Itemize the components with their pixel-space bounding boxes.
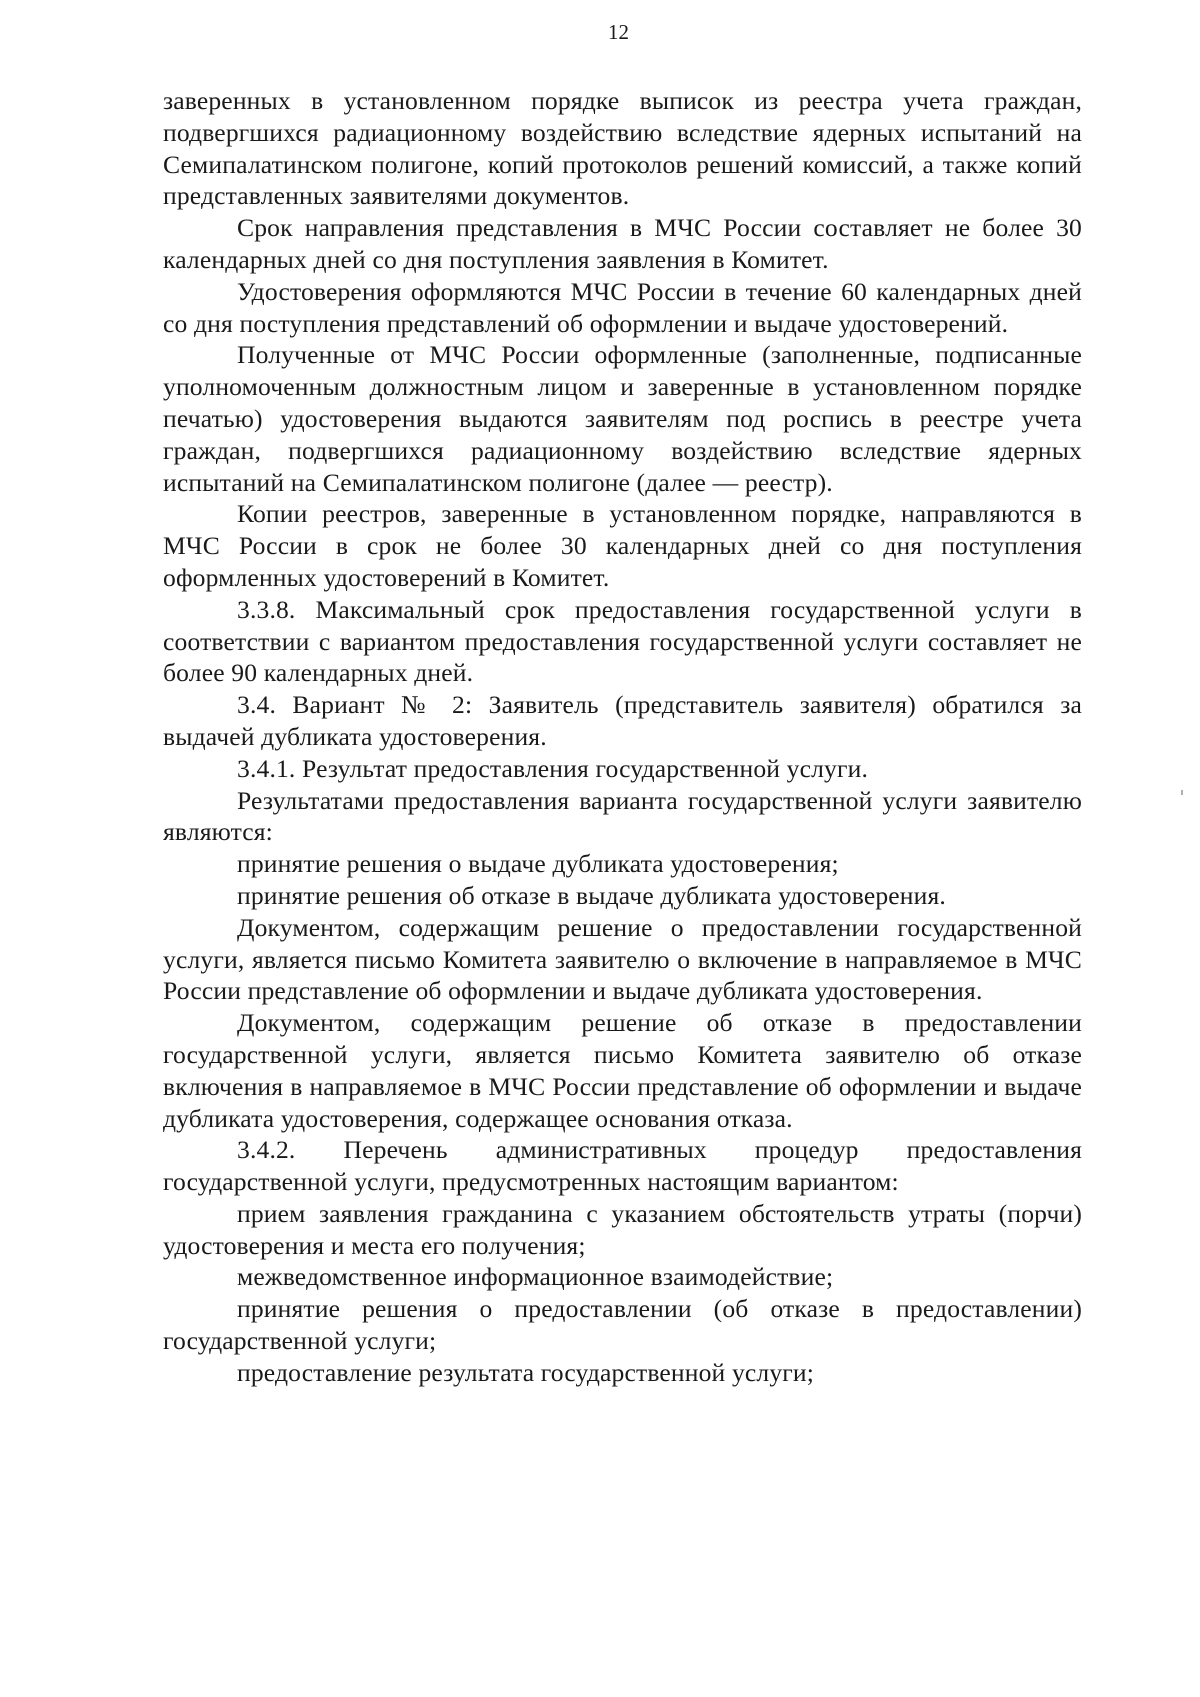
paragraph: 3.4. Вариант № 2: Заявитель (представитель заявителя) обратился за выдачей дубликата удостоверения. xyxy=(163,690,1082,751)
document-body xyxy=(163,85,1082,1389)
page-number: 12 xyxy=(608,20,629,44)
scan-artifact xyxy=(1181,790,1183,795)
paragraph: Удостоверения оформляются МЧС России в течение 60 календарных дней со дня поступления представлений об оформлении и выдаче удостоверений. xyxy=(163,276,1082,338)
paragraph: Копии реестров, заверенные в установленном порядке, направляются в МЧС России в срок не более 30 календарных дней со дня поступления оформленных удостоверений в Комитет. xyxy=(163,499,1082,592)
list-item: межведомственное информационное взаимодействие; xyxy=(237,1262,834,1292)
paragraph: Полученные от МЧС России оформленные (заполненные, подписанные уполномоченным должностным лицом и заверенные в установленном порядке печатью) удостоверения выдаются заявителям под роспись в реестре учета граждан, подвергшихся радиационному воздействию вследствие ядерных испытаний на Семипалатинском полигоне (далее — реестр). xyxy=(163,340,1082,497)
list-item: принятие решения о выдаче дубликата удостоверения; xyxy=(237,849,839,879)
paragraph: Срок направления представления в МЧС России составляет не более 30 календарных дней со дня поступления заявления в Комитет. xyxy=(163,213,1082,274)
list-item: предоставление результата государственной услуги; xyxy=(237,1357,815,1387)
paragraph: Результатами предоставления варианта государственной услуги заявителю являются: xyxy=(163,785,1082,847)
paragraph: 3.4.2. Перечень административных процедур предоставления государственной услуги, предусмотренных настоящим вариантом: xyxy=(163,1135,1082,1197)
paragraph: 3.3.8. Максимальный срок предоставления государственной услуги в соответствии с вариантом предоставления государственной услуги составляет не более 90 календарных дней. xyxy=(163,594,1082,688)
paragraph: Документом, содержащим решение об отказе в предоставлении государственной услуги, является письмо Комитета заявителю об отказе включения в направляемое в МЧС России представление об оформлении и выдаче дубликата удостоверения, содержащее основания отказа. xyxy=(163,1008,1082,1133)
paragraph: заверенных в установленном порядке выписок из реестра учета граждан, подвергшихся радиационному воздействию вследствие ядерных испытаний на Семипалатинском полигоне, копий протоколов решений комиссий, а также копий представленных заявителями документов. xyxy=(163,86,1082,211)
list-item: принятие решения об отказе в выдаче дубликата удостоверения. xyxy=(237,880,946,910)
paragraph: Документом, содержащим решение о предоставлении государственной услуги, является письмо Комитета заявителю о включение в направляемое в МЧС России представление об оформлении и выдаче дубликата удостоверения. xyxy=(163,912,1082,1006)
paragraph: 3.4.1. Результат предоставления государственной услуги. xyxy=(237,753,869,783)
list-item: принятие решения о предоставлении (об отказе в предоставлении) государственной услуги; xyxy=(163,1294,1082,1356)
list-item: прием заявления гражданина с указанием обстоятельств утраты (порчи) удостоверения и места его получения; xyxy=(163,1198,1082,1260)
